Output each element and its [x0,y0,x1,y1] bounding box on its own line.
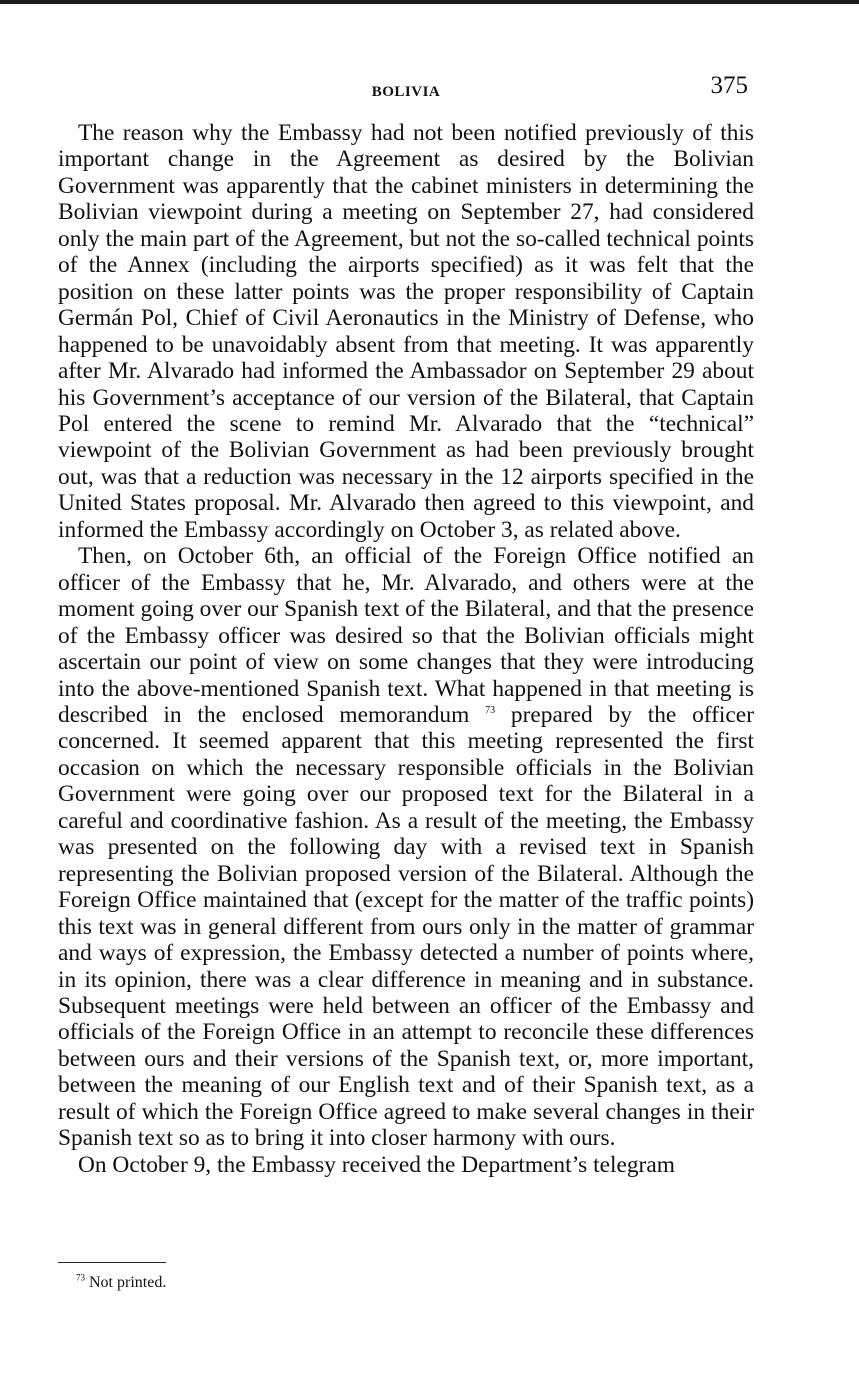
paragraph-1: The reason why the Embassy had not been notified previously of this important change in the Agreement as desired by the Bolivian Government was apparently that the cabinet ministers in determining the Bolivian viewpoint during a meeting on September 27, had considered only the main part of the Agreement, but not the so-called technical points of the Annex (including the airports specified) as it was felt that the position on these latter points was the proper responsibility of Captain Germán Pol, Chief of Civil Aeronautics in the Ministry of Defense, who happened to be unavoidably absent from that meeting. It was apparently after Mr. Alvarado had informed the Ambassador on September 29 about his Government’s acceptance of our version of the Bilateral, that Captain Pol entered the scene to remind Mr. Alvarado that the “technical” viewpoint of the Bolivian Government as had been previously brought out, was that a reduction was necessary in the 12 airports specified in the United States proposal. Mr. Alvarado then agreed to this viewpoint, and informed the Embassy accordingly on October 3, as related above. [58,120,754,543]
footnote-divider [58,1262,166,1263]
running-title: BOLIVIA [371,84,441,100]
footnote-text: Not printed. [89,1274,167,1291]
body-text [58,120,754,1178]
page-number: 375 [710,72,748,99]
paragraph-2 [58,543,754,1151]
paragraph-3: On October 9, the Embassy received the Department’s telegram [78,1151,675,1178]
footnote-number: 73 [76,1272,85,1283]
footnote-reference: 73 [485,705,496,717]
footnote [76,1274,166,1292]
running-head [58,72,754,108]
top-border [0,0,859,4]
paragraph-2-part-1: Then, on October 6th, an official of the Foreign Office notified an officer of the Embassy that he, Mr. Alvarado, and others were at the moment going over our Spanish text of the Bilateral, and that the presence of the Embassy officer was desired so that the Bolivian officials might ascertain our point of view on some changes that they were introducing into the above-mentioned Spanish text. What happened in that meeting is described in the enclosed memorandum [58,543,754,728]
paragraph-2-part-2: prepared by the officer concerned. It seemed apparent that this meeting represented the first occasion on which the necessary responsible officials in the Bolivian Government were going over our proposed text for the Bilateral in a careful and coordinative fashion. As a result of the meeting, the Embassy was presented on the following day with a revised text in Spanish representing the Bolivian proposed version of the Bilateral. Although the Foreign Office maintained that (except for the matter of the traffic points) this text was in general different from ours only in the matter of grammar and ways of expression, the Embassy detected a number of points where, in its opinion, there was a clear difference in meaning and in substance. Subsequent meetings were held between an officer of the Embassy and officials of the Foreign Office in an attempt to reconcile these differences between ours and their versions of the Spanish text, or, more important, between the meaning of our English text and of their Spanish text, as a result of which the Foreign Office agreed to make several changes in their Spanish text so as to bring it into closer harmony with ours. [58,701,754,1152]
